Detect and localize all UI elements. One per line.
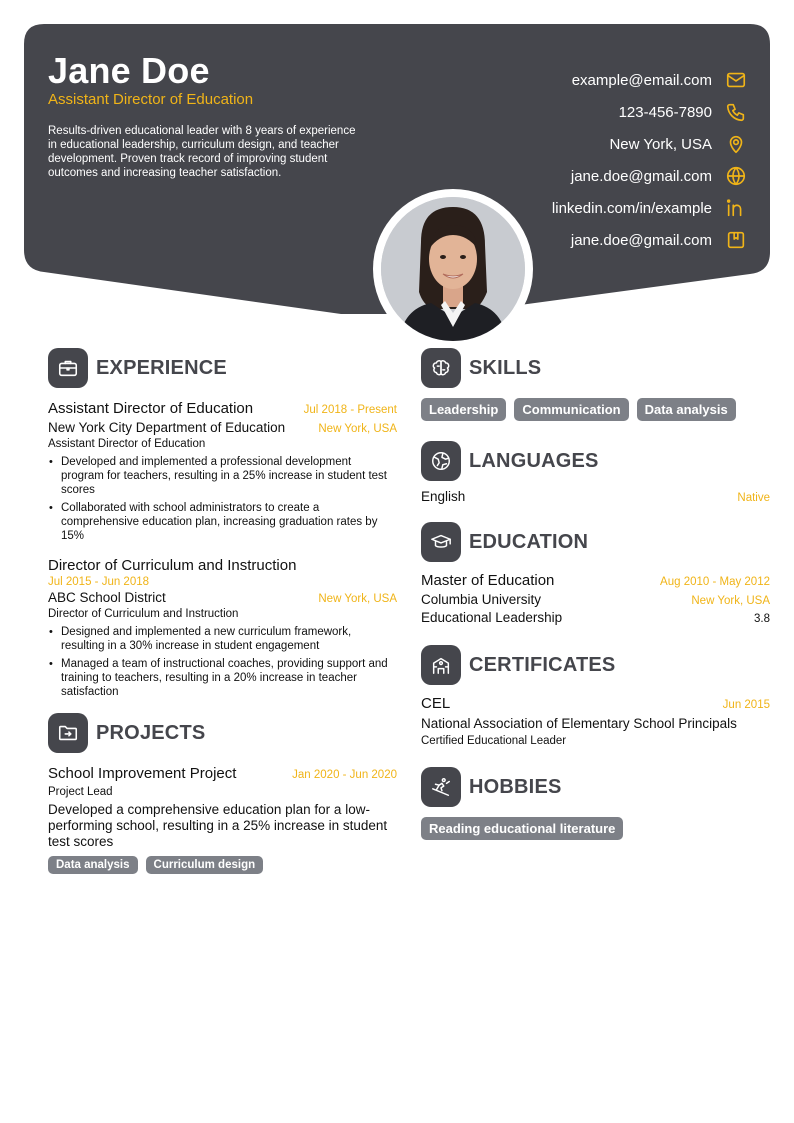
- education-item: [421, 572, 770, 625]
- hobbies-header: [421, 767, 770, 807]
- education-field: Educational Leadership: [421, 610, 563, 625]
- language-item: [421, 489, 770, 504]
- contact-extra-email-text: jane.doe@gmail.com: [570, 231, 712, 249]
- job-bullet: • Developed and implemented a professional development program for teachers, resulting in a 25% increase in student test scores: [48, 455, 397, 497]
- project-item: [48, 765, 397, 874]
- project-description: Developed a comprehensive education plan for a low-performing school, resulting in a 25% increase in student test scores: [48, 802, 388, 849]
- school-building-icon: [421, 645, 461, 685]
- job-bullet: • Managed a team of instructional coaches, providing support and training to teachers, resulting in a 20% increase in teacher satisfaction: [48, 657, 397, 699]
- contact-website-text: jane.doe@gmail.com: [570, 167, 712, 185]
- job-role: Director of Curriculum and Instruction: [48, 557, 297, 574]
- job-company: ABC School District: [48, 590, 166, 605]
- projects-title: PROJECTS: [96, 721, 206, 744]
- job-subtitle: Assistant Director of Education: [48, 438, 206, 450]
- profile-photo-frame: [373, 189, 533, 349]
- certificates-title: CERTIFICATES: [469, 653, 616, 676]
- skill-tag: Communication: [514, 398, 628, 421]
- contact-email[interactable]: [388, 64, 748, 96]
- brain-icon: [421, 348, 461, 388]
- contact-phone-text: 123-456-7890: [618, 103, 712, 121]
- job-role: Assistant Director of Education: [48, 400, 254, 417]
- languages-title: LANGUAGES: [469, 449, 599, 472]
- job-dates: Jul 2015 - Jun 2018: [48, 576, 150, 588]
- skiing-icon: [421, 767, 461, 807]
- folder-icon: [48, 713, 88, 753]
- job-bullets: [48, 625, 397, 699]
- resume-header: [24, 24, 770, 344]
- certificate-name: CEL: [421, 695, 451, 712]
- contact-location-text: New York, USA: [609, 135, 712, 153]
- experience-item: [48, 400, 397, 543]
- skills-tags: [421, 398, 770, 421]
- projects-header: [48, 713, 397, 753]
- education-title: EDUCATION: [469, 530, 589, 553]
- contact-location: [388, 128, 748, 160]
- hobby-tags: [421, 817, 770, 840]
- experience-item: [48, 557, 397, 699]
- job-bullet: • Designed and implemented a new curriculum framework, resulting in a 30% increase in student engagement: [48, 625, 397, 653]
- experience-header: [48, 348, 397, 388]
- education-school: Columbia University: [421, 592, 542, 607]
- contact-linkedin-text: linkedin.com/in/example: [551, 199, 712, 217]
- left-column: [48, 348, 397, 888]
- project-tags: [48, 856, 397, 874]
- education-degree: Master of Education: [421, 572, 555, 589]
- experience-title: EXPERIENCE: [96, 356, 227, 379]
- job-subtitle: Director of Curriculum and Instruction: [48, 608, 239, 620]
- phone-icon: [724, 100, 748, 124]
- certificate-issuer: National Association of Elementary School Principals: [421, 716, 737, 731]
- hobby-tag: Reading educational literature: [421, 817, 623, 840]
- project-name: School Improvement Project: [48, 765, 237, 782]
- profile-photo: [381, 197, 525, 341]
- job-location: New York, USA: [318, 423, 397, 435]
- job-bullets: [48, 455, 397, 543]
- education-dates: Aug 2010 - May 2012: [660, 576, 770, 588]
- mail-icon: [724, 68, 748, 92]
- certificate-date: Jun 2015: [722, 699, 770, 711]
- project-role: Project Lead: [48, 786, 113, 798]
- location-icon: [724, 132, 748, 156]
- project-tag: Curriculum design: [146, 856, 264, 874]
- globe-icon: [724, 164, 748, 188]
- job-company: New York City Department of Education: [48, 420, 286, 435]
- briefcase-icon: [48, 348, 88, 388]
- skill-tag: Leadership: [421, 398, 506, 421]
- education-gpa: 3.8: [754, 613, 770, 625]
- project-dates: Jan 2020 - Jun 2020: [292, 769, 397, 781]
- language-globe-icon: [421, 441, 461, 481]
- education-header: [421, 522, 770, 562]
- certificate-full-name: Certified Educational Leader: [421, 735, 567, 747]
- candidate-title: Assistant Director of Education: [48, 91, 254, 108]
- certificate-item: [421, 695, 770, 747]
- skill-tag: Data analysis: [637, 398, 736, 421]
- languages-header: [421, 441, 770, 481]
- education-location: New York, USA: [691, 595, 770, 607]
- project-tag: Data analysis: [48, 856, 138, 874]
- contact-phone[interactable]: [388, 96, 748, 128]
- skills-title: SKILLS: [469, 356, 542, 379]
- candidate-name: Jane Doe: [48, 50, 210, 91]
- job-bullet: • Collaborated with school administrators to create a comprehensive education plan, increasing graduation rates by 15%: [48, 501, 397, 543]
- graduation-cap-icon: [421, 522, 461, 562]
- hobbies-title: HOBBIES: [469, 775, 562, 798]
- language-level: Native: [737, 492, 770, 504]
- certificates-header: [421, 645, 770, 685]
- language-name: English: [421, 489, 466, 504]
- skills-header: [421, 348, 770, 388]
- linkedin-icon: [724, 196, 748, 220]
- contact-website[interactable]: [388, 160, 748, 192]
- contact-email-text: example@email.com: [571, 71, 712, 89]
- summary-text: Results-driven educational leader with 8 years of experience in educational leadership, curriculum design, and teacher development. Proven track record of improving student outcomes and increasing teacher satisfaction.: [48, 125, 356, 179]
- job-location: New York, USA: [318, 593, 397, 605]
- bookmark-icon: [724, 228, 748, 252]
- right-column: [421, 348, 770, 840]
- job-dates: Jul 2018 - Present: [303, 404, 397, 416]
